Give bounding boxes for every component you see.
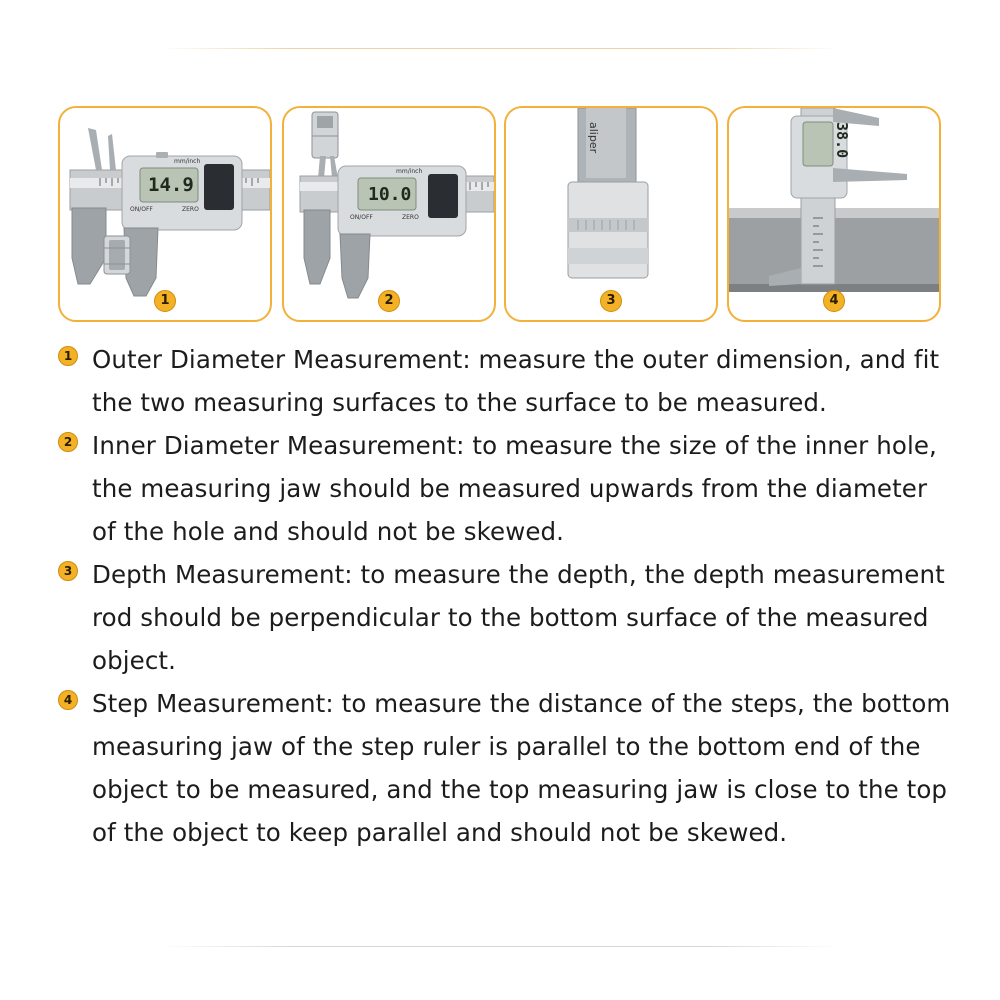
item-text: Outer Diameter Measurement: measure the outer dimension, and fit the two measuring surfaces to the surface to be measured. <box>92 345 940 417</box>
item-number-badge: 4 <box>58 690 78 710</box>
item-number-badge: 1 <box>58 346 78 366</box>
zero-button-label: ZERO <box>402 214 419 221</box>
unit-button-label: mm/inch <box>174 158 201 165</box>
panel-inner-diameter <box>282 106 496 322</box>
onoff-button-label: ON/OFF <box>130 206 153 213</box>
caliper-depth-measure-image <box>506 108 716 320</box>
list-item <box>56 682 956 854</box>
caliper-inner-measure-image <box>284 108 494 320</box>
list-item <box>56 424 956 553</box>
panel-step <box>727 106 941 322</box>
step-badge: 3 <box>600 290 622 312</box>
item-text: Step Measurement: to measure the distance of the steps, the bottom measuring jaw of the step ruler is parallel to the bottom end of the object to be measured, and the top measuring jaw is close to the top of the object to keep parallel and should not be skewed. <box>92 689 951 847</box>
item-text: Depth Measurement: to measure the depth, the depth measurement rod should be perpendicular to the bottom surface of the measured object. <box>92 560 945 675</box>
step-badge: 2 <box>378 290 400 312</box>
list-item <box>56 338 956 424</box>
unit-button-label: mm/inch <box>396 168 423 175</box>
item-text: Inner Diameter Measurement: to measure the size of the inner hole, the measuring jaw should be measured upwards from the diameter of the hole and should not be skewed. <box>92 431 937 546</box>
item-number-badge: 2 <box>58 432 78 452</box>
onoff-button-label: ON/OFF <box>350 214 373 221</box>
lcd-reading: 14.9 <box>148 174 194 196</box>
step-badge: 4 <box>823 290 845 312</box>
panel-depth <box>504 106 718 322</box>
item-number-badge: 3 <box>58 561 78 581</box>
panel-outer-diameter <box>58 106 272 322</box>
lcd-reading: 38.0 <box>833 122 851 159</box>
lcd-reading: 10.0 <box>368 184 412 205</box>
top-divider <box>160 48 840 49</box>
instruction-list <box>56 338 956 854</box>
bottom-divider <box>160 946 840 947</box>
list-item <box>56 553 956 682</box>
zero-button-label: ZERO <box>182 206 199 213</box>
step-badge: 1 <box>154 290 176 312</box>
caliper-engraving: aliper <box>587 122 600 154</box>
caliper-outer-measure-image <box>60 108 270 320</box>
